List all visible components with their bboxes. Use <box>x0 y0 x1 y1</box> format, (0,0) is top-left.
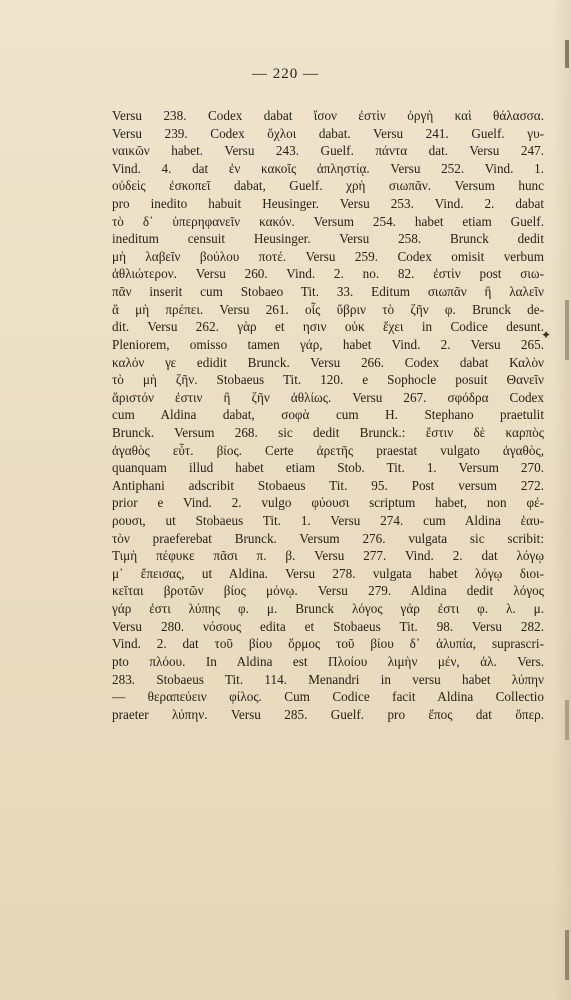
commentary-text-block <box>112 107 544 723</box>
text-line: κεῖται βροτῶν βίος μόνῳ. Versu 279. Aldina dedit λόγος <box>112 583 544 599</box>
text-line: cum Aldina dabat, σοφὰ cum H. Stephano praetulit <box>112 407 544 423</box>
page-edge-mark <box>565 700 569 740</box>
text-line: γάρ ἐστι λύπης φ. μ. Brunck λόγος γάρ ἐστι φ. λ. μ. <box>112 601 544 617</box>
text-line: Versu 280. νόσους edita et Stobaeus Tit. 98. Versu 282. <box>112 618 544 634</box>
text-line: ἄριστόν ἐστιν ἢ ζῆν ἀθλίως. Versu 267. σφόδρα Codex <box>112 389 544 405</box>
text-line: καλόν γε edidit Brunck. Versu 266. Codex dabat Καλὸν <box>112 354 544 370</box>
page-edge-mark <box>565 40 569 68</box>
text-line: quanquam illud habet etiam Stob. Tit. 1. Versum 270. <box>112 460 544 476</box>
text-line: pro inedito habuit Heusinger. Versu 253. Vind. 2. dabat <box>112 196 544 212</box>
text-line: οὐδεὶς ἐσκοπεῖ dabat, Guelf. χρὴ σιωπᾶν. Versum hunc <box>112 178 544 194</box>
page-edge-shadow <box>553 0 571 1000</box>
text-line: ἀγαθὸς εὖτ. βίος. Certe ἀρετῆς praestat vulgato ἀγαθὸς, <box>112 442 544 458</box>
text-line: Brunck. Versum 268. sic dedit Brunck.: ἔστιν δὲ καρπὸς <box>112 424 544 440</box>
text-line: 283. Stobaeus Tit. 114. Menandri in versu habet λύπην <box>112 671 544 687</box>
text-line: ρουσι, ut Stobaeus Tit. 1. Versu 274. cum Aldina ἑαυ- <box>112 513 544 529</box>
text-line: ἀθλιώτερον. Versu 260. Vind. 2. no. 82. ἐστὶν post σιω- <box>112 266 544 282</box>
text-line: τὸν praeferebat Brunck. Versum 276. vulgata sic scribit: <box>112 530 544 546</box>
text-line: Versu 239. Codex ὄχλοι dabat. Versu 241. Guelf. γυ- <box>112 125 544 141</box>
margin-mark: ✦ <box>541 328 552 342</box>
text-line: Pleniorem, omisso tamen γάρ, habet Vind. 2. Versu 265. <box>112 336 544 352</box>
text-line: τὸ δ᾽ ὑπερηφανεῖν κακόν. Versum 254. habet etiam Guelf. <box>112 213 544 229</box>
text-line: Τιμὴ πέφυκε πᾶσι π. β. Versu 277. Vind. 2. dat λόγῳ <box>112 548 544 564</box>
page-edge-mark <box>565 300 569 360</box>
page-number-header: — 220 — <box>252 66 319 82</box>
text-line: τὸ μὴ ζῆν. Stobaeus Tit. 120. e Sophocle posuit Θανεῖν <box>112 372 544 388</box>
text-line: Vind. 4. dat ἐν κακοῖς ἀπληστίᾳ. Versu 252. Vind. 1. <box>112 160 544 176</box>
text-line: ναικῶν habet. Versu 243. Guelf. πάντα dat. Versu 247. <box>112 143 544 159</box>
text-line: Versu 238. Codex dabat ἴσον ἐστὶν ὀργὴ καὶ θάλασσα. <box>112 108 544 123</box>
text-line: pto πλόου. In Aldina est Πλοίου λιμὴν μέν, ἀλ. Vers. <box>112 653 544 669</box>
text-line: — θεραπεύειν φίλος. Cum Codice facit Aldina Collectio <box>112 689 544 705</box>
text-line: Vind. 2. dat τοῦ βίου ὅρμος τοῦ βίου δ᾽ ἀλυπία, suprascri- <box>112 636 544 652</box>
text-line: μ᾽ ἔπεισας, ut Aldina. Versu 278. vulgata habet λόγῳ διοι- <box>112 565 544 581</box>
text-line: dit. Versu 262. γὰρ et ησιν οὐκ ἔχει in Codice desunt. <box>112 319 544 335</box>
text-line: ἃ μὴ πρέπει. Versu 261. οἷς ὕβριν τὸ ζῆν φ. Brunck de- <box>112 301 544 317</box>
text-line: πᾶν inserit cum Stobaeo Tit. 33. Editum σιωπᾶν ἢ λαλεῖν <box>112 284 544 300</box>
text-line: μὴ λαβεῖν βούλου ποτέ. Versu 259. Codex omisit verbum <box>112 248 544 264</box>
text-line: prior e Vind. 2. vulgo φύουσι scriptum habet, non φέ- <box>112 495 544 511</box>
text-line: ineditum censuit Heusinger. Versu 258. Brunck dedit <box>112 231 544 247</box>
page-edge-mark <box>565 930 569 980</box>
text-line: praeter λύπην. Versu 285. Guelf. pro ἔπος dat ὅπερ. <box>112 706 544 722</box>
text-line: Antiphani adscribit Stobaeus Tit. 95. Post versum 272. <box>112 477 544 493</box>
